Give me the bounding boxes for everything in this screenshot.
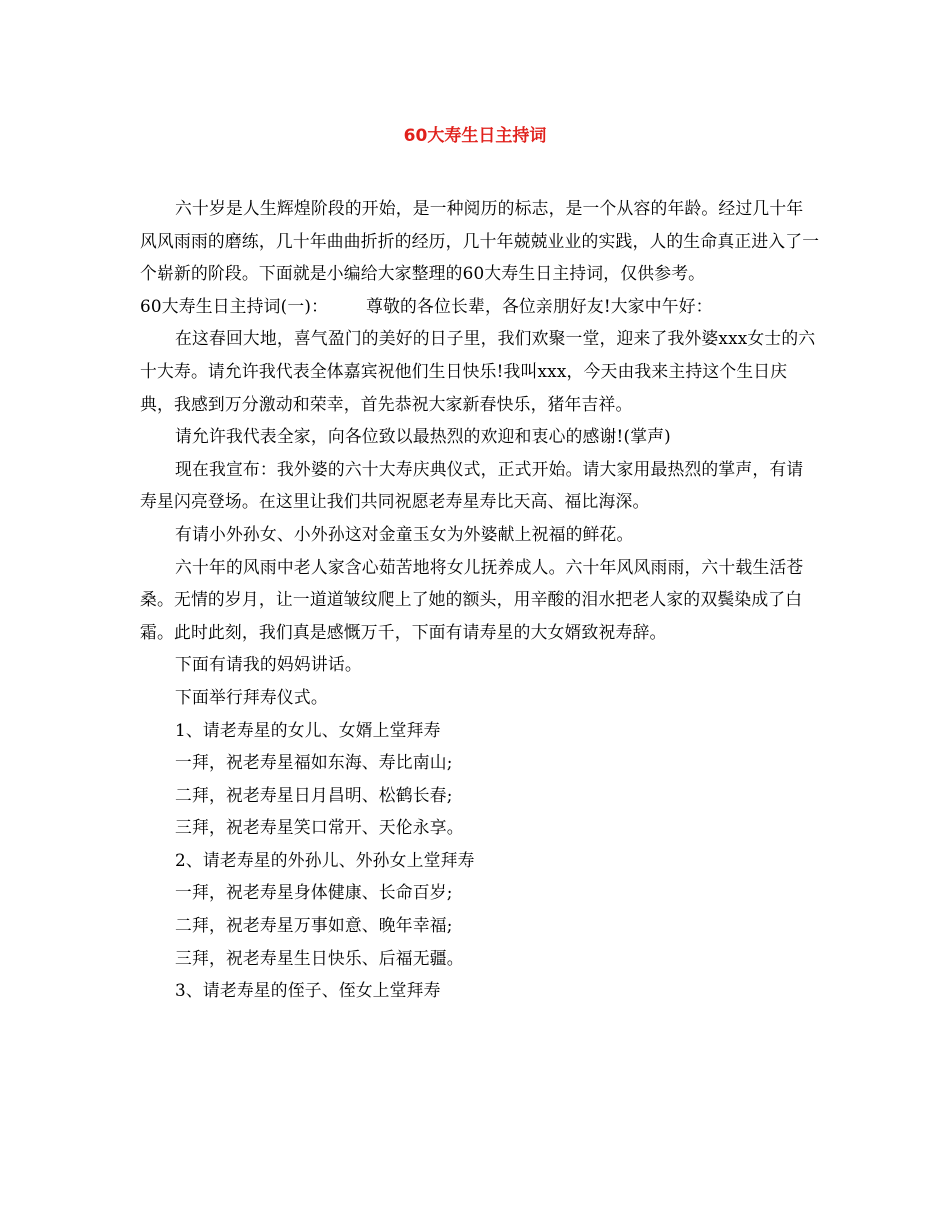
document-title: 60大寿生日主持词 (403, 126, 547, 146)
paragraph: 六十年的风雨中老人家含心茹苦地将女儿抚养成人。六十年风风雨雨，六十载生活苍桑。无情的岁月，让一道道皱纹爬上了她的额头，用辛酸的泪水把老人家的双鬓染成了白霜。此时此刻，我们真是感慨万千，下面有请寿星的大女婿致祝寿辞。 (140, 556, 804, 642)
list-item: 一拜，祝老寿星身体健康、长命百岁; (175, 882, 453, 903)
paragraph: 现在我宣布：我外婆的六十大寿庆典仪式，正式开始。请大家用最热烈的掌声，有请寿星闪亮登场。在这里让我们共同祝愿老寿星寿比天高、福比海深。 (140, 458, 804, 512)
greeting-text: 尊敬的各位长辈，各位亲朋好友!大家中午好： (366, 295, 713, 316)
paragraph: 下面举行拜寿仪式。 (175, 686, 328, 707)
list-item: 三拜，祝老寿星笑口常开、天伦永享。 (175, 817, 464, 838)
section-heading: 60大寿生日主持词(一)： (140, 295, 329, 316)
list-item: 二拜，祝老寿星日月昌明、松鹤长春; (175, 784, 453, 805)
paragraph: 有请小外孙女、小外孙这对金童玉女为外婆献上祝福的鲜花。 (175, 523, 634, 544)
list-item: 二拜，祝老寿星万事如意、晚年幸福; (175, 915, 453, 936)
list-item: 2、请老寿星的外孙儿、外孙女上堂拜寿 (175, 849, 475, 870)
list-item: 3、请老寿星的侄子、侄女上堂拜寿 (175, 980, 441, 1001)
paragraph: 在这春回大地，喜气盈门的美好的日子里，我们欢聚一堂，迎来了我外婆xxx女士的六十大寿。请允许我代表全体嘉宾祝他们生日快乐!我叫xxx，今天由我来主持这个生日庆典，我感到万分激动和荣幸，首先恭祝大家新春快乐，猪年吉祥。 (140, 328, 816, 414)
list-item: 一拜，祝老寿星福如东海、寿比南山; (175, 752, 453, 773)
document-body (140, 192, 820, 1007)
paragraph: 请允许我代表全家，向各位致以最热烈的欢迎和衷心的感谢!(掌声) (175, 426, 671, 447)
section-heading-line (140, 290, 820, 323)
paragraph: 下面有请我的妈妈讲话。 (175, 654, 362, 675)
list-item: 三拜，祝老寿星生日快乐、后福无疆。 (175, 947, 464, 968)
list-item: 1、请老寿星的女儿、女婿上堂拜寿 (175, 719, 441, 740)
intro-paragraph: 六十岁是人生辉煌阶段的开始，是一种阅历的标志，是一个从容的年龄。经过几十年风风雨雨的磨练，几十年曲曲折折的经历，几十年兢兢业业的实践，人的生命真正进入了一个崭新的阶段。下面就是小编给大家整理的60大寿生日主持词，仅供参考。 (140, 198, 820, 284)
